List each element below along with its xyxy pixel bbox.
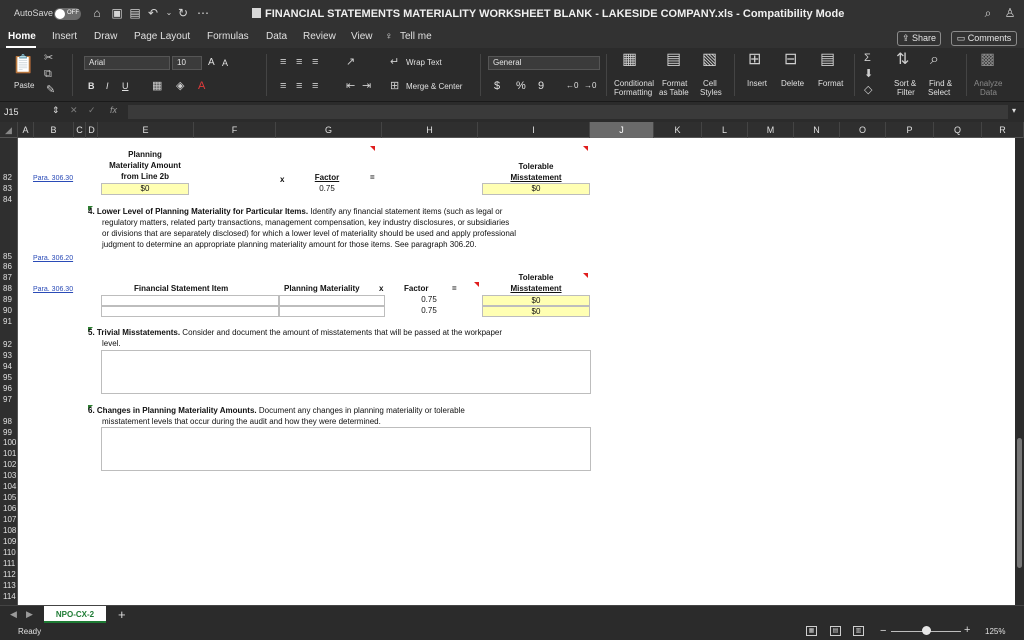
comment-indicator[interactable] — [583, 146, 588, 151]
table-equals-sign: = — [452, 284, 457, 293]
column-headers — [0, 122, 1024, 138]
comma-button[interactable]: 9 — [538, 80, 545, 92]
planning-header-line-1: Planning — [128, 150, 162, 159]
row-header[interactable]: 84 — [3, 195, 12, 204]
column-header-k[interactable]: K — [654, 122, 702, 138]
select-all-corner[interactable]: ◢ — [0, 122, 18, 138]
analyze-data-label-2[interactable]: Data — [980, 88, 997, 97]
tell-me-search[interactable]: Tell me — [400, 31, 432, 42]
cell-styles-label-2[interactable]: Styles — [700, 88, 722, 97]
delete-cells-icon[interactable]: ⊟ — [784, 51, 798, 68]
format-as-table-label-2[interactable]: as Table — [659, 88, 689, 97]
planning-materiality-cell-2[interactable] — [279, 306, 385, 317]
column-header-e[interactable]: E — [98, 122, 194, 138]
tab-view[interactable]: View — [351, 31, 373, 42]
row-header[interactable]: 108 — [3, 526, 17, 535]
undo-icon[interactable]: ↶ — [147, 6, 159, 20]
column-header-n[interactable]: N — [794, 122, 840, 138]
delete-button[interactable]: Delete — [781, 79, 805, 88]
row-header[interactable]: 105 — [3, 493, 17, 502]
wrap-text-icon[interactable]: ↵ — [390, 56, 400, 68]
row-header[interactable]: 89 — [3, 295, 12, 304]
column-header-m[interactable]: M — [748, 122, 794, 138]
analyze-data-label-1[interactable]: Analyze — [974, 79, 1003, 88]
fill-color-icon[interactable]: ◈ — [176, 80, 185, 92]
row-header[interactable]: 98 — [3, 417, 12, 426]
number-format-select[interactable]: General — [488, 56, 600, 70]
paste-icon[interactable]: 📋 — [12, 54, 35, 74]
add-sheet-button[interactable]: + — [118, 607, 126, 622]
row-header[interactable]: 112 — [3, 570, 16, 579]
align-center-icon[interactable]: ≡ — [296, 80, 303, 92]
underline-button[interactable]: U — [122, 81, 129, 91]
autosum-icon[interactable]: Σ — [864, 52, 871, 64]
fill-icon[interactable]: ⬇ — [864, 68, 874, 80]
share-label: Share — [912, 33, 937, 43]
comment-indicator[interactable] — [474, 282, 479, 287]
item-6-line-1: Document any changes in planning materiality or tolerable — [258, 406, 465, 415]
row-header[interactable]: 107 — [3, 515, 17, 524]
table-factor-2: 0.75 — [421, 306, 437, 315]
share-button[interactable] — [897, 31, 941, 46]
factor-value: 0.75 — [319, 184, 335, 193]
ribbon-separator — [734, 54, 735, 96]
ribbon-separator — [854, 54, 855, 96]
comments-label: Comments — [967, 33, 1012, 43]
column-header-c[interactable]: C — [74, 122, 86, 138]
align-middle-icon[interactable]: ≡ — [296, 56, 303, 68]
column-header-r[interactable]: R — [982, 122, 1024, 138]
increase-font-icon[interactable]: A — [208, 57, 215, 68]
wrap-text-button[interactable]: Wrap Text — [406, 58, 442, 67]
row-header[interactable]: 104 — [3, 482, 17, 491]
tab-formulas[interactable]: Formulas — [207, 31, 249, 42]
find-select-icon[interactable]: ⌕ — [930, 51, 939, 68]
row-header[interactable]: 109 — [3, 537, 17, 546]
item-4-number: 4. — [88, 207, 95, 216]
decrease-indent-icon[interactable]: ⇤ — [346, 80, 356, 92]
table-tolerable-header-line-1: Tolerable — [518, 273, 554, 282]
insert-button[interactable]: Insert — [747, 79, 768, 88]
row-header[interactable]: 92 — [3, 340, 12, 349]
copy-icon[interactable]: ⧉ — [44, 68, 52, 80]
zoom-out-button[interactable]: − — [880, 625, 887, 637]
zoom-level: 125% — [985, 627, 1006, 636]
column-header-b[interactable]: B — [34, 122, 74, 138]
conditional-formatting-label-1[interactable]: Conditional — [614, 79, 655, 88]
comment-icon: ▭ — [956, 33, 968, 43]
document-title-text: FINANCIAL STATEMENTS MATERIALITY WORKSHEET BLANK - LAKESIDE COMPANY.xls - Compatibility Mode — [265, 8, 845, 20]
multiply-sign: x — [280, 175, 285, 184]
table-header-factor: Factor — [404, 284, 429, 293]
orientation-icon[interactable]: ↗ — [346, 56, 356, 68]
page-layout-view-icon[interactable]: ▤ — [830, 626, 841, 636]
find-select-label-1[interactable]: Find & — [929, 79, 953, 88]
planning-changes-input[interactable] — [101, 427, 591, 471]
ribbon-separator — [606, 54, 607, 96]
para-reference-link[interactable]: Para. 306.30 — [33, 175, 74, 182]
row-header[interactable]: 90 — [3, 306, 12, 315]
sort-filter-label-2[interactable]: Filter — [897, 88, 915, 97]
format-as-table-label-1[interactable]: Format — [662, 79, 688, 88]
conditional-formatting-label-2[interactable]: Formatting — [614, 88, 653, 97]
cut-icon[interactable]: ✂ — [44, 52, 54, 64]
name-box-dropdown-icon[interactable]: ⇕ — [52, 105, 60, 115]
tab-page-layout[interactable]: Page Layout — [134, 31, 191, 42]
row-header[interactable]: 114 — [3, 592, 16, 601]
item-5-number: 5. — [88, 328, 95, 337]
table-multiply-sign: x — [379, 284, 384, 293]
more-icon[interactable]: ⋯ — [197, 6, 209, 20]
row-header[interactable]: 94 — [3, 362, 12, 371]
ribbon — [0, 48, 1024, 102]
align-bottom-icon[interactable]: ≡ — [312, 56, 319, 68]
para-reference-link[interactable]: Para. 306.20 — [33, 255, 74, 262]
comments-button[interactable] — [951, 31, 1017, 46]
merge-center-button[interactable]: Merge & Center — [406, 82, 463, 91]
row-header[interactable]: 113 — [3, 581, 16, 590]
row-header[interactable]: 110 — [3, 548, 16, 557]
tab-insert[interactable]: Insert — [52, 31, 78, 42]
zoom-in-button[interactable]: + — [964, 624, 971, 636]
paste-label: Paste — [14, 81, 35, 90]
row-header[interactable]: 83 — [3, 184, 12, 193]
redo-icon[interactable]: ↻ — [177, 6, 189, 20]
decrease-decimal-icon[interactable]: →0 — [584, 81, 597, 90]
menu-bar — [0, 28, 1024, 48]
column-header-a[interactable]: A — [18, 122, 34, 138]
row-headers — [0, 138, 18, 605]
insert-function-button[interactable]: fx — [110, 105, 118, 115]
autosave-label: AutoSave — [14, 8, 54, 18]
formula-input[interactable] — [128, 105, 1008, 119]
planning-materiality-cell[interactable]: $0 — [101, 183, 189, 195]
align-top-icon[interactable]: ≡ — [280, 56, 287, 68]
name-box[interactable]: J15 — [4, 107, 19, 117]
table-tolerable-cell-1[interactable]: $0 — [482, 295, 590, 306]
item-6-paragraph — [88, 405, 588, 427]
font-size-select[interactable]: 10 — [172, 56, 202, 70]
home-icon[interactable]: ⌂ — [93, 6, 101, 20]
expand-formula-icon[interactable]: ▾ — [1012, 106, 1017, 115]
file-icon — [252, 8, 261, 18]
table-header-financial-statement-item: Financial Statement Item — [134, 284, 229, 293]
row-header[interactable]: 97 — [3, 395, 12, 404]
format-button[interactable]: Format — [818, 79, 844, 88]
column-header-j[interactable]: J — [590, 122, 654, 138]
row-header[interactable]: 99 — [3, 428, 12, 437]
tab-review[interactable]: Review — [303, 31, 336, 42]
item-4-line-3: or divisions that are separately disclosed) for which a lower level of materiality should be used and apply professional — [102, 229, 516, 238]
align-left-icon[interactable]: ≡ — [280, 80, 287, 92]
tab-draw[interactable]: Draw — [94, 31, 118, 42]
row-header[interactable]: 87 — [3, 273, 12, 282]
status-bar — [0, 623, 1024, 640]
autosave-toggle-knob — [55, 9, 65, 19]
trivial-misstatements-input[interactable] — [101, 350, 591, 394]
sort-filter-icon[interactable]: ⇅ — [896, 51, 910, 68]
merge-center-icon[interactable]: ⊞ — [390, 80, 400, 92]
row-header[interactable]: 111 — [3, 559, 16, 568]
factor-header: Factor — [314, 173, 340, 182]
lightbulb-icon: ♀ — [385, 31, 393, 42]
currency-button[interactable]: $ — [494, 80, 501, 92]
row-header[interactable]: 82 — [3, 173, 12, 182]
row-header[interactable]: 88 — [3, 284, 12, 293]
equals-sign: = — [370, 173, 375, 182]
italic-button[interactable]: I — [106, 81, 109, 91]
analyze-data-icon[interactable]: ▩ — [980, 51, 996, 68]
row-header[interactable]: 102 — [3, 460, 17, 469]
item-5-line-2: level. — [102, 339, 121, 348]
row-header[interactable]: 101 — [3, 449, 17, 458]
account-icon[interactable]: ♙ — [1004, 6, 1016, 20]
increase-decimal-icon[interactable]: ←0 — [566, 81, 579, 90]
format-painter-icon[interactable]: ✎ — [46, 84, 56, 96]
zoom-slider-knob[interactable] — [922, 626, 931, 635]
borders-icon[interactable]: ▦ — [152, 80, 163, 92]
column-header-h[interactable]: H — [382, 122, 478, 138]
row-header[interactable]: 103 — [3, 471, 17, 480]
font-color-icon[interactable]: A — [198, 80, 206, 92]
undo-dropdown-icon[interactable]: ⌄ — [165, 8, 173, 17]
row-header[interactable]: 96 — [3, 384, 12, 393]
item-4-line-1: Identify any financial statement items (such as legal or — [310, 207, 503, 216]
item-5-heading: Trivial Misstatements. — [96, 328, 181, 337]
item-4-heading: Lower Level of Planning Materiality for Particular Items. — [96, 207, 309, 216]
row-header[interactable]: 95 — [3, 373, 12, 382]
ribbon-separator — [266, 54, 267, 96]
next-sheet-icon[interactable]: ▶ — [26, 609, 33, 619]
planning-header-line-2: Materiality Amount — [109, 161, 181, 170]
document-title — [252, 8, 844, 20]
find-select-label-2[interactable]: Select — [928, 88, 951, 97]
vertical-scroll-thumb[interactable] — [1017, 438, 1022, 568]
sheet-tab-bar — [0, 605, 1024, 623]
sheet-tab-active[interactable]: NPO-CX-2 — [44, 606, 106, 623]
ribbon-separator — [480, 54, 481, 96]
cell-styles-icon[interactable]: ▧ — [702, 51, 718, 68]
row-header[interactable]: 85 — [3, 252, 12, 261]
item-6-line-2: misstatement levels that occur during the audit and how they were determined. — [102, 417, 381, 426]
status-text: Ready — [18, 627, 42, 636]
row-header[interactable]: 100 — [3, 438, 17, 447]
comment-indicator[interactable] — [583, 273, 588, 278]
enter-icon[interactable]: ✓ — [88, 105, 96, 115]
title-bar — [0, 0, 1024, 28]
column-header-q[interactable]: Q — [934, 122, 982, 138]
prev-sheet-icon[interactable]: ◀ — [10, 609, 17, 619]
insert-cells-icon[interactable]: ⊞ — [748, 51, 762, 68]
autosave-toggle[interactable] — [54, 8, 81, 20]
column-header-f[interactable]: F — [194, 122, 276, 138]
row-header[interactable]: 93 — [3, 351, 12, 360]
table-factor-1: 0.75 — [421, 295, 437, 304]
item-4-line-4: judgment to determine an appropriate planning materiality amount for those items. See paragraph 306.20. — [102, 240, 477, 249]
planning-materiality-cell-1[interactable] — [279, 295, 385, 306]
conditional-formatting-icon[interactable]: ▦ — [622, 51, 638, 68]
increase-indent-icon[interactable]: ⇥ — [362, 80, 372, 92]
tab-data[interactable]: Data — [266, 31, 288, 42]
percent-button[interactable]: % — [516, 80, 526, 92]
table-tolerable-header-line-2: Misstatement — [510, 284, 562, 293]
tolerable-misstatement-cell[interactable]: $0 — [482, 183, 590, 195]
column-header-d[interactable]: D — [86, 122, 98, 138]
normal-view-icon[interactable]: ▦ — [806, 626, 817, 636]
bold-button[interactable]: B — [88, 81, 95, 91]
ribbon-separator — [966, 54, 967, 96]
clear-icon[interactable]: ◇ — [864, 84, 873, 96]
item-5-paragraph — [88, 327, 588, 349]
column-header-g[interactable]: G — [276, 122, 382, 138]
financial-item-cell-2[interactable] — [101, 306, 279, 317]
planning-header-line-3: from Line 2b — [120, 172, 169, 181]
table-tolerable-cell-2[interactable]: $0 — [482, 306, 590, 317]
cancel-icon[interactable]: ✕ — [70, 105, 78, 115]
item-6-heading: Changes in Planning Materiality Amounts. — [96, 406, 257, 415]
column-header-p[interactable]: P — [886, 122, 934, 138]
tolerable-header-line-2: Misstatement — [510, 173, 562, 182]
table-header-planning-materiality: Planning Materiality — [284, 284, 360, 293]
ribbon-separator — [72, 54, 73, 96]
row-header[interactable]: 91 — [3, 317, 12, 326]
vertical-scrollbar[interactable] — [1015, 138, 1024, 605]
para-reference-link[interactable]: Para. 306.30 — [33, 286, 74, 293]
sort-filter-label-1[interactable]: Sort & — [894, 79, 917, 88]
autosave-state: OFF — [67, 10, 79, 16]
cell-styles-label-1[interactable]: Cell — [703, 79, 717, 88]
format-as-table-icon[interactable]: ▤ — [666, 51, 682, 68]
share-icon: ⇪ — [901, 33, 912, 43]
page-break-view-icon[interactable]: ▥ — [853, 626, 864, 636]
formula-bar — [0, 102, 1024, 122]
column-header-l[interactable]: L — [702, 122, 748, 138]
comment-indicator[interactable] — [370, 146, 375, 151]
worksheet-grid[interactable] — [18, 138, 1015, 605]
financial-item-cell-1[interactable] — [101, 295, 279, 306]
save-icon[interactable]: ▣ — [111, 6, 123, 20]
row-header[interactable]: 86 — [3, 262, 12, 271]
column-header-o[interactable]: O — [840, 122, 886, 138]
search-icon[interactable]: ⌕ — [984, 6, 992, 20]
tab-home[interactable]: Home — [8, 31, 36, 42]
decrease-font-icon[interactable]: A — [222, 58, 229, 68]
save-as-icon[interactable]: ▤ — [129, 6, 141, 20]
item-6-number: 6. — [88, 406, 95, 415]
row-header[interactable]: 106 — [3, 504, 17, 513]
font-name-select[interactable]: Arial — [84, 56, 170, 70]
column-header-i[interactable]: I — [478, 122, 590, 138]
item-5-line-1: Consider and document the amount of misstatements that will be passed at the workpaper — [182, 328, 503, 337]
tolerable-header-line-1: Tolerable — [518, 162, 554, 171]
item-4-line-2: regulatory matters, related party transactions, management compensation, key industry disclosures, or subsidiaries — [102, 218, 510, 227]
align-right-icon[interactable]: ≡ — [312, 80, 319, 92]
format-cells-icon[interactable]: ▤ — [820, 51, 836, 68]
item-4-paragraph — [88, 206, 588, 250]
